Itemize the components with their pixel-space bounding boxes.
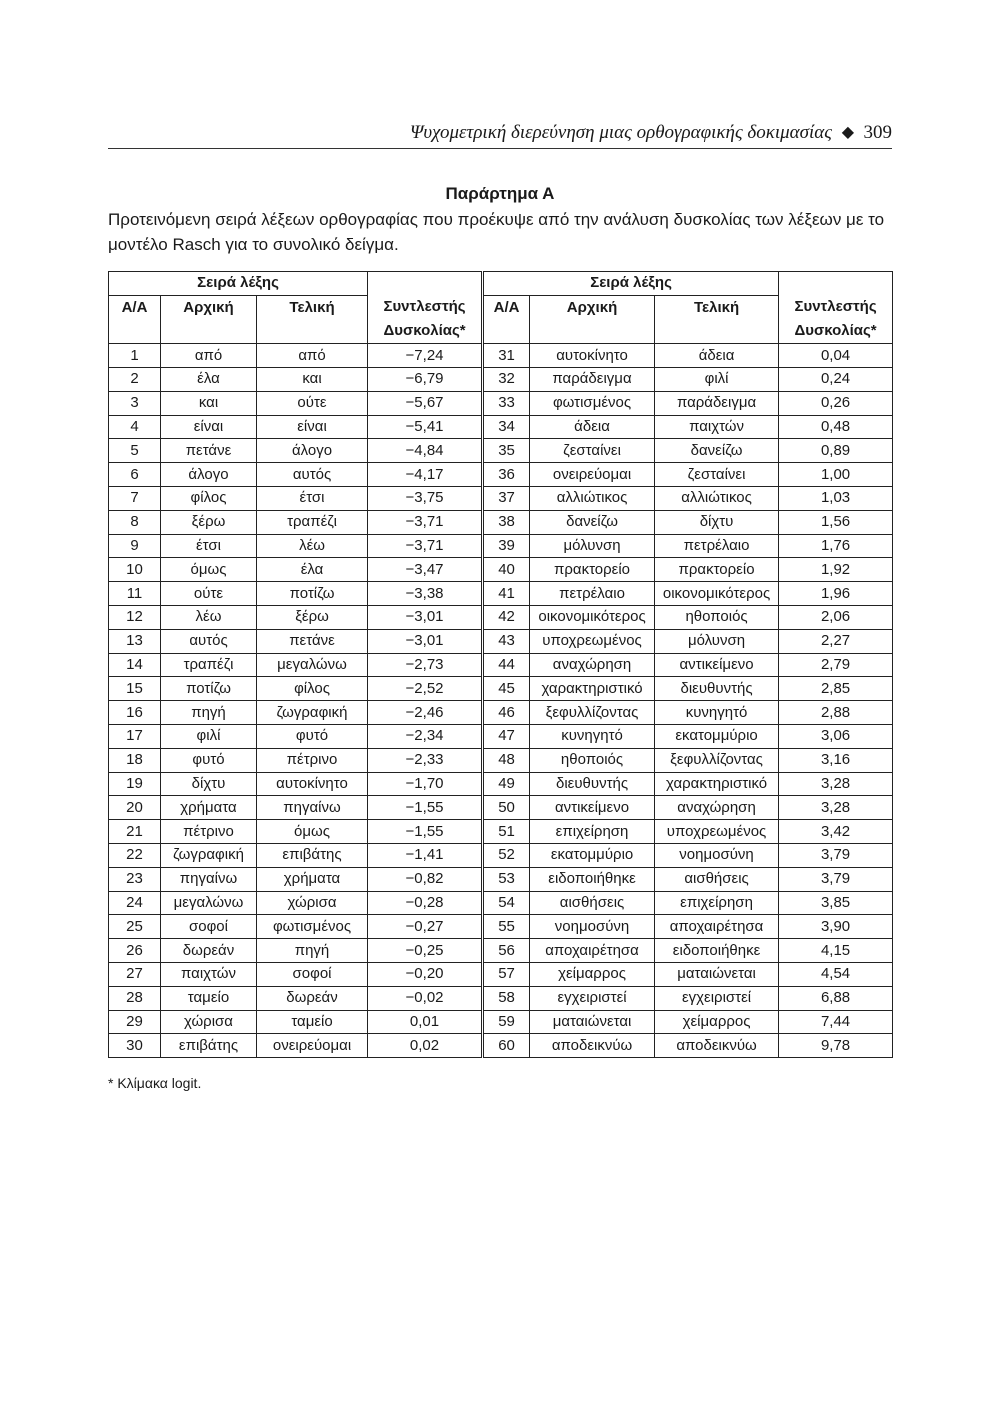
cell-coefficient: 6,88 bbox=[779, 986, 893, 1010]
cell-coefficient: 0,26 bbox=[779, 391, 893, 415]
cell-coefficient: −3,75 bbox=[368, 487, 482, 511]
table-row bbox=[109, 939, 893, 963]
cell-initial-word: ματαιώνεται bbox=[530, 1010, 655, 1034]
cell-coefficient: −5,41 bbox=[368, 415, 482, 439]
table-row bbox=[109, 582, 893, 606]
cell-final-word: υποχρεωμένος bbox=[655, 820, 779, 844]
cell-initial-word: πετρέλαιο bbox=[530, 582, 655, 606]
coef-line1: Συντλεστής bbox=[383, 298, 466, 316]
group-header-left: Σειρά λέξης bbox=[109, 272, 368, 296]
cell-id: 30 bbox=[109, 1034, 161, 1058]
cell-final-word: έλα bbox=[257, 558, 368, 582]
col-header-final: Τελική bbox=[655, 295, 779, 344]
cell-initial-word: χώρισα bbox=[161, 1010, 257, 1034]
cell-final-word: αποδεικνύω bbox=[655, 1034, 779, 1058]
table-row bbox=[109, 963, 893, 987]
cell-final-word: μεγαλώνω bbox=[257, 653, 368, 677]
cell-id: 18 bbox=[109, 748, 161, 772]
cell-final-word: ονειρεύομαι bbox=[257, 1034, 368, 1058]
cell-initial-word: κυνηγητό bbox=[530, 725, 655, 749]
cell-coefficient: 0,01 bbox=[368, 1010, 482, 1034]
cell-final-word: πετρέλαιο bbox=[655, 534, 779, 558]
cell-coefficient: 3,90 bbox=[779, 915, 893, 939]
cell-final-word: αντικείμενο bbox=[655, 653, 779, 677]
cell-final-word: όμως bbox=[257, 820, 368, 844]
cell-coefficient: −7,24 bbox=[368, 344, 482, 368]
cell-initial-word: όμως bbox=[161, 558, 257, 582]
cell-id: 60 bbox=[484, 1034, 530, 1058]
cell-final-word: κυνηγητό bbox=[655, 701, 779, 725]
cell-id: 28 bbox=[109, 986, 161, 1010]
cell-coefficient: 0,89 bbox=[779, 439, 893, 463]
table-row bbox=[109, 725, 893, 749]
table-row bbox=[109, 391, 893, 415]
col-header-final: Τελική bbox=[257, 295, 368, 344]
table-row bbox=[109, 463, 893, 487]
cell-id: 8 bbox=[109, 510, 161, 534]
cell-initial-word: αισθήσεις bbox=[530, 891, 655, 915]
cell-initial-word: φιλί bbox=[161, 725, 257, 749]
cell-coefficient: −6,79 bbox=[368, 368, 482, 392]
col-header-id: Α/Α bbox=[484, 295, 530, 344]
cell-id: 49 bbox=[484, 772, 530, 796]
cell-final-word: παράδειγμα bbox=[655, 391, 779, 415]
coef-line2: Δυσκολίας* bbox=[383, 322, 466, 340]
table-row bbox=[109, 796, 893, 820]
cell-coefficient: 2,88 bbox=[779, 701, 893, 725]
cell-coefficient: −3,47 bbox=[368, 558, 482, 582]
cell-initial-word: ξεφυλλίζοντας bbox=[530, 701, 655, 725]
cell-coefficient: 1,03 bbox=[779, 487, 893, 511]
cell-coefficient: −2,46 bbox=[368, 701, 482, 725]
cell-final-word: πηγή bbox=[257, 939, 368, 963]
cell-initial-word: δανείζω bbox=[530, 510, 655, 534]
cell-final-word: παιχτών bbox=[655, 415, 779, 439]
cell-coefficient: −1,41 bbox=[368, 844, 482, 868]
table-body bbox=[109, 344, 893, 1058]
cell-initial-word: πετάνε bbox=[161, 439, 257, 463]
cell-final-word: επιβάτης bbox=[257, 844, 368, 868]
cell-id: 9 bbox=[109, 534, 161, 558]
cell-final-word: ξέρω bbox=[257, 606, 368, 630]
table-column-header-row bbox=[109, 295, 893, 344]
table-row bbox=[109, 510, 893, 534]
cell-id: 55 bbox=[484, 915, 530, 939]
cell-id: 24 bbox=[109, 891, 161, 915]
cell-id: 17 bbox=[109, 725, 161, 749]
cell-initial-word: επιβάτης bbox=[161, 1034, 257, 1058]
cell-id: 59 bbox=[484, 1010, 530, 1034]
cell-coefficient: 1,76 bbox=[779, 534, 893, 558]
table-group-header-row bbox=[109, 272, 893, 296]
cell-id: 27 bbox=[109, 963, 161, 987]
cell-final-word: αυτός bbox=[257, 463, 368, 487]
cell-initial-word: αυτός bbox=[161, 629, 257, 653]
cell-final-word: επιχείρηση bbox=[655, 891, 779, 915]
col-header-initial: Αρχική bbox=[530, 295, 655, 344]
cell-id: 32 bbox=[484, 368, 530, 392]
cell-initial-word: δωρεάν bbox=[161, 939, 257, 963]
cell-coefficient: −5,67 bbox=[368, 391, 482, 415]
cell-coefficient: −3,01 bbox=[368, 606, 482, 630]
group-header-right: Σειρά λέξης bbox=[484, 272, 779, 296]
cell-final-word: φωτισμένος bbox=[257, 915, 368, 939]
cell-final-word: σοφοί bbox=[257, 963, 368, 987]
cell-coefficient: −2,33 bbox=[368, 748, 482, 772]
cell-initial-word: από bbox=[161, 344, 257, 368]
cell-initial-word: λέω bbox=[161, 606, 257, 630]
cell-coefficient: −2,73 bbox=[368, 653, 482, 677]
cell-final-word: είναι bbox=[257, 415, 368, 439]
cell-initial-word: μόλυνση bbox=[530, 534, 655, 558]
cell-coefficient: −3,71 bbox=[368, 510, 482, 534]
cell-final-word: χώρισα bbox=[257, 891, 368, 915]
cell-initial-word: υποχρεωμένος bbox=[530, 629, 655, 653]
cell-id: 1 bbox=[109, 344, 161, 368]
cell-final-word: τραπέζι bbox=[257, 510, 368, 534]
cell-initial-word: αλλιώτικος bbox=[530, 487, 655, 511]
cell-id: 10 bbox=[109, 558, 161, 582]
table-row bbox=[109, 439, 893, 463]
table-row bbox=[109, 772, 893, 796]
cell-initial-word: έλα bbox=[161, 368, 257, 392]
cell-final-word: ματαιώνεται bbox=[655, 963, 779, 987]
cell-final-word: αναχώρηση bbox=[655, 796, 779, 820]
cell-id: 34 bbox=[484, 415, 530, 439]
cell-coefficient: 0,04 bbox=[779, 344, 893, 368]
cell-id: 25 bbox=[109, 915, 161, 939]
cell-coefficient: −0,27 bbox=[368, 915, 482, 939]
cell-id: 51 bbox=[484, 820, 530, 844]
table-row bbox=[109, 820, 893, 844]
cell-id: 13 bbox=[109, 629, 161, 653]
cell-id: 2 bbox=[109, 368, 161, 392]
table-row bbox=[109, 606, 893, 630]
table-row bbox=[109, 844, 893, 868]
cell-coefficient: −0,02 bbox=[368, 986, 482, 1010]
cell-final-word: δανείζω bbox=[655, 439, 779, 463]
cell-id: 16 bbox=[109, 701, 161, 725]
cell-initial-word: ξέρω bbox=[161, 510, 257, 534]
cell-coefficient: 3,06 bbox=[779, 725, 893, 749]
cell-id: 21 bbox=[109, 820, 161, 844]
cell-id: 3 bbox=[109, 391, 161, 415]
cell-final-word: ηθοποιός bbox=[655, 606, 779, 630]
cell-final-word: ταμείο bbox=[257, 1010, 368, 1034]
cell-id: 11 bbox=[109, 582, 161, 606]
cell-coefficient: 3,28 bbox=[779, 772, 893, 796]
cell-final-word: πέτρινο bbox=[257, 748, 368, 772]
col-header-initial: Αρχική bbox=[161, 295, 257, 344]
cell-coefficient: 1,96 bbox=[779, 582, 893, 606]
table-row bbox=[109, 701, 893, 725]
cell-initial-word: χρήματα bbox=[161, 796, 257, 820]
cell-id: 40 bbox=[484, 558, 530, 582]
col-header-id: Α/Α bbox=[109, 295, 161, 344]
cell-final-word: ποτίζω bbox=[257, 582, 368, 606]
cell-final-word: αλλιώτικος bbox=[655, 487, 779, 511]
cell-coefficient: 3,85 bbox=[779, 891, 893, 915]
cell-final-word: πετάνε bbox=[257, 629, 368, 653]
cell-final-word: χαρακτηριστικό bbox=[655, 772, 779, 796]
cell-id: 22 bbox=[109, 844, 161, 868]
cell-coefficient: −1,55 bbox=[368, 796, 482, 820]
cell-id: 54 bbox=[484, 891, 530, 915]
cell-id: 56 bbox=[484, 939, 530, 963]
table-row bbox=[109, 558, 893, 582]
cell-coefficient: 2,79 bbox=[779, 653, 893, 677]
cell-id: 31 bbox=[484, 344, 530, 368]
cell-coefficient: 4,15 bbox=[779, 939, 893, 963]
cell-coefficient: 4,54 bbox=[779, 963, 893, 987]
cell-initial-word: φίλος bbox=[161, 487, 257, 511]
cell-final-word: ούτε bbox=[257, 391, 368, 415]
cell-coefficient: 2,27 bbox=[779, 629, 893, 653]
cell-id: 37 bbox=[484, 487, 530, 511]
cell-final-word: άδεια bbox=[655, 344, 779, 368]
table-row bbox=[109, 891, 893, 915]
cell-coefficient: 0,48 bbox=[779, 415, 893, 439]
table-row bbox=[109, 368, 893, 392]
cell-initial-word: αντικείμενο bbox=[530, 796, 655, 820]
cell-initial-word: άλογο bbox=[161, 463, 257, 487]
cell-initial-word: ποτίζω bbox=[161, 677, 257, 701]
cell-coefficient: 1,92 bbox=[779, 558, 893, 582]
appendix-title: Παράρτημα Α bbox=[445, 184, 555, 203]
running-title: Ψυχομετρική διερεύνηση μιας ορθογραφικής δοκιμασίας bbox=[409, 122, 832, 143]
coef-line2: Δυσκολίας* bbox=[794, 322, 877, 340]
cell-id: 35 bbox=[484, 439, 530, 463]
cell-initial-word: φυτό bbox=[161, 748, 257, 772]
cell-id: 26 bbox=[109, 939, 161, 963]
cell-final-word: ζεσταίνει bbox=[655, 463, 779, 487]
cell-initial-word: τραπέζι bbox=[161, 653, 257, 677]
cell-coefficient: 2,06 bbox=[779, 606, 893, 630]
cell-final-word: διευθυντής bbox=[655, 677, 779, 701]
table-row bbox=[109, 629, 893, 653]
cell-initial-word: ονειρεύομαι bbox=[530, 463, 655, 487]
cell-final-word: φιλί bbox=[655, 368, 779, 392]
cell-final-word: ειδοποιήθηκε bbox=[655, 939, 779, 963]
cell-coefficient: −0,25 bbox=[368, 939, 482, 963]
cell-id: 14 bbox=[109, 653, 161, 677]
cell-initial-word: άδεια bbox=[530, 415, 655, 439]
running-header bbox=[108, 118, 892, 149]
cell-final-word: λέω bbox=[257, 534, 368, 558]
cell-final-word: δίχτυ bbox=[655, 510, 779, 534]
cell-id: 57 bbox=[484, 963, 530, 987]
cell-initial-word: είναι bbox=[161, 415, 257, 439]
cell-final-word: φίλος bbox=[257, 677, 368, 701]
cell-initial-word: παράδειγμα bbox=[530, 368, 655, 392]
cell-initial-word: πηγαίνω bbox=[161, 867, 257, 891]
cell-initial-word: νοημοσύνη bbox=[530, 915, 655, 939]
cell-coefficient: 9,78 bbox=[779, 1034, 893, 1058]
cell-final-word: έτσι bbox=[257, 487, 368, 511]
cell-initial-word: αποχαιρέτησα bbox=[530, 939, 655, 963]
cell-initial-word: χαρακτηριστικό bbox=[530, 677, 655, 701]
cell-id: 36 bbox=[484, 463, 530, 487]
cell-id: 39 bbox=[484, 534, 530, 558]
cell-final-word: πρακτορείο bbox=[655, 558, 779, 582]
cell-initial-word: ειδοποιήθηκε bbox=[530, 867, 655, 891]
cell-initial-word: αποδεικνύω bbox=[530, 1034, 655, 1058]
cell-final-word: αποχαιρέτησα bbox=[655, 915, 779, 939]
table-row bbox=[109, 677, 893, 701]
footnote: * Κλίμακα logit. bbox=[108, 1075, 202, 1091]
cell-id: 45 bbox=[484, 677, 530, 701]
cell-id: 46 bbox=[484, 701, 530, 725]
cell-final-word: άλογο bbox=[257, 439, 368, 463]
cell-coefficient: −2,52 bbox=[368, 677, 482, 701]
cell-initial-word: αυτοκίνητο bbox=[530, 344, 655, 368]
col-header-coefficient bbox=[368, 295, 482, 344]
cell-coefficient: −0,28 bbox=[368, 891, 482, 915]
cell-coefficient: 3,28 bbox=[779, 796, 893, 820]
cell-final-word: από bbox=[257, 344, 368, 368]
word-order-table bbox=[108, 271, 893, 1058]
cell-final-word: και bbox=[257, 368, 368, 392]
cell-id: 50 bbox=[484, 796, 530, 820]
cell-coefficient: 3,42 bbox=[779, 820, 893, 844]
table-row bbox=[109, 1034, 893, 1058]
table-row bbox=[109, 534, 893, 558]
cell-initial-word: δίχτυ bbox=[161, 772, 257, 796]
cell-id: 15 bbox=[109, 677, 161, 701]
cell-coefficient: −3,01 bbox=[368, 629, 482, 653]
cell-coefficient: 3,79 bbox=[779, 867, 893, 891]
cell-coefficient: −4,84 bbox=[368, 439, 482, 463]
cell-id: 58 bbox=[484, 986, 530, 1010]
cell-initial-word: έτσι bbox=[161, 534, 257, 558]
cell-coefficient: −1,55 bbox=[368, 820, 482, 844]
cell-id: 52 bbox=[484, 844, 530, 868]
cell-id: 42 bbox=[484, 606, 530, 630]
cell-coefficient: 0,02 bbox=[368, 1034, 482, 1058]
cell-coefficient: 2,85 bbox=[779, 677, 893, 701]
cell-final-word: πηγαίνω bbox=[257, 796, 368, 820]
cell-final-word: ξεφυλλίζοντας bbox=[655, 748, 779, 772]
cell-initial-word: οικονομικότερος bbox=[530, 606, 655, 630]
cell-id: 6 bbox=[109, 463, 161, 487]
table-row bbox=[109, 986, 893, 1010]
cell-final-word: οικονομικότερος bbox=[655, 582, 779, 606]
page-number: 309 bbox=[863, 122, 892, 143]
cell-initial-word: σοφοί bbox=[161, 915, 257, 939]
cell-final-word: εκατομμύριο bbox=[655, 725, 779, 749]
cell-id: 48 bbox=[484, 748, 530, 772]
cell-initial-word: παιχτών bbox=[161, 963, 257, 987]
cell-coefficient: −0,82 bbox=[368, 867, 482, 891]
cell-final-word: ζωγραφική bbox=[257, 701, 368, 725]
cell-final-word: αυτοκίνητο bbox=[257, 772, 368, 796]
col-header-coefficient bbox=[779, 295, 893, 344]
cell-id: 44 bbox=[484, 653, 530, 677]
cell-initial-word: αναχώρηση bbox=[530, 653, 655, 677]
cell-coefficient: −2,34 bbox=[368, 725, 482, 749]
cell-final-word: χείμαρρος bbox=[655, 1010, 779, 1034]
cell-final-word: μόλυνση bbox=[655, 629, 779, 653]
cell-id: 4 bbox=[109, 415, 161, 439]
cell-initial-word: εκατομμύριο bbox=[530, 844, 655, 868]
cell-coefficient: 3,16 bbox=[779, 748, 893, 772]
cell-id: 38 bbox=[484, 510, 530, 534]
cell-initial-word: ηθοποιός bbox=[530, 748, 655, 772]
table-row bbox=[109, 653, 893, 677]
table-row bbox=[109, 748, 893, 772]
appendix-caption: Προτεινόμενη σειρά λέξεων ορθογραφίας που προέκυψε από την ανάλυση δυσκολίας των λέξεων με το μοντέλο Rasch για το συνολικό δείγμα. bbox=[108, 210, 885, 254]
diamond-icon: ◆ bbox=[841, 124, 854, 141]
cell-final-word: φυτό bbox=[257, 725, 368, 749]
cell-initial-word: επιχείρηση bbox=[530, 820, 655, 844]
cell-initial-word: ζεσταίνει bbox=[530, 439, 655, 463]
cell-id: 20 bbox=[109, 796, 161, 820]
cell-coefficient: 0,24 bbox=[779, 368, 893, 392]
cell-initial-word: και bbox=[161, 391, 257, 415]
cell-initial-word: χείμαρρος bbox=[530, 963, 655, 987]
cell-id: 43 bbox=[484, 629, 530, 653]
cell-id: 47 bbox=[484, 725, 530, 749]
cell-final-word: αισθήσεις bbox=[655, 867, 779, 891]
cell-final-word: εγχειριστεί bbox=[655, 986, 779, 1010]
table-row bbox=[109, 867, 893, 891]
table-row bbox=[109, 1010, 893, 1034]
cell-coefficient: 1,56 bbox=[779, 510, 893, 534]
cell-initial-word: ούτε bbox=[161, 582, 257, 606]
cell-initial-word: πέτρινο bbox=[161, 820, 257, 844]
cell-final-word: νοημοσύνη bbox=[655, 844, 779, 868]
cell-coefficient: −3,38 bbox=[368, 582, 482, 606]
cell-initial-word: φωτισμένος bbox=[530, 391, 655, 415]
cell-id: 29 bbox=[109, 1010, 161, 1034]
cell-coefficient: −0,20 bbox=[368, 963, 482, 987]
table-row bbox=[109, 415, 893, 439]
table-row bbox=[109, 915, 893, 939]
cell-id: 12 bbox=[109, 606, 161, 630]
cell-final-word: δωρεάν bbox=[257, 986, 368, 1010]
cell-initial-word: μεγαλώνω bbox=[161, 891, 257, 915]
cell-coefficient: −1,70 bbox=[368, 772, 482, 796]
cell-id: 41 bbox=[484, 582, 530, 606]
cell-coefficient: −4,17 bbox=[368, 463, 482, 487]
cell-coefficient: −3,71 bbox=[368, 534, 482, 558]
cell-id: 5 bbox=[109, 439, 161, 463]
cell-initial-word: διευθυντής bbox=[530, 772, 655, 796]
cell-id: 33 bbox=[484, 391, 530, 415]
coef-line1: Συντλεστής bbox=[794, 298, 877, 316]
coef-header-right-top bbox=[779, 272, 893, 296]
cell-initial-word: ζωγραφική bbox=[161, 844, 257, 868]
coef-header-left-top bbox=[368, 272, 482, 296]
cell-id: 19 bbox=[109, 772, 161, 796]
cell-id: 7 bbox=[109, 487, 161, 511]
table-row bbox=[109, 487, 893, 511]
cell-initial-word: εγχειριστεί bbox=[530, 986, 655, 1010]
table-row bbox=[109, 344, 893, 368]
cell-coefficient: 7,44 bbox=[779, 1010, 893, 1034]
cell-coefficient: 3,79 bbox=[779, 844, 893, 868]
cell-initial-word: ταμείο bbox=[161, 986, 257, 1010]
cell-initial-word: πρακτορείο bbox=[530, 558, 655, 582]
cell-initial-word: πηγή bbox=[161, 701, 257, 725]
cell-id: 53 bbox=[484, 867, 530, 891]
cell-id: 23 bbox=[109, 867, 161, 891]
cell-final-word: χρήματα bbox=[257, 867, 368, 891]
cell-coefficient: 1,00 bbox=[779, 463, 893, 487]
